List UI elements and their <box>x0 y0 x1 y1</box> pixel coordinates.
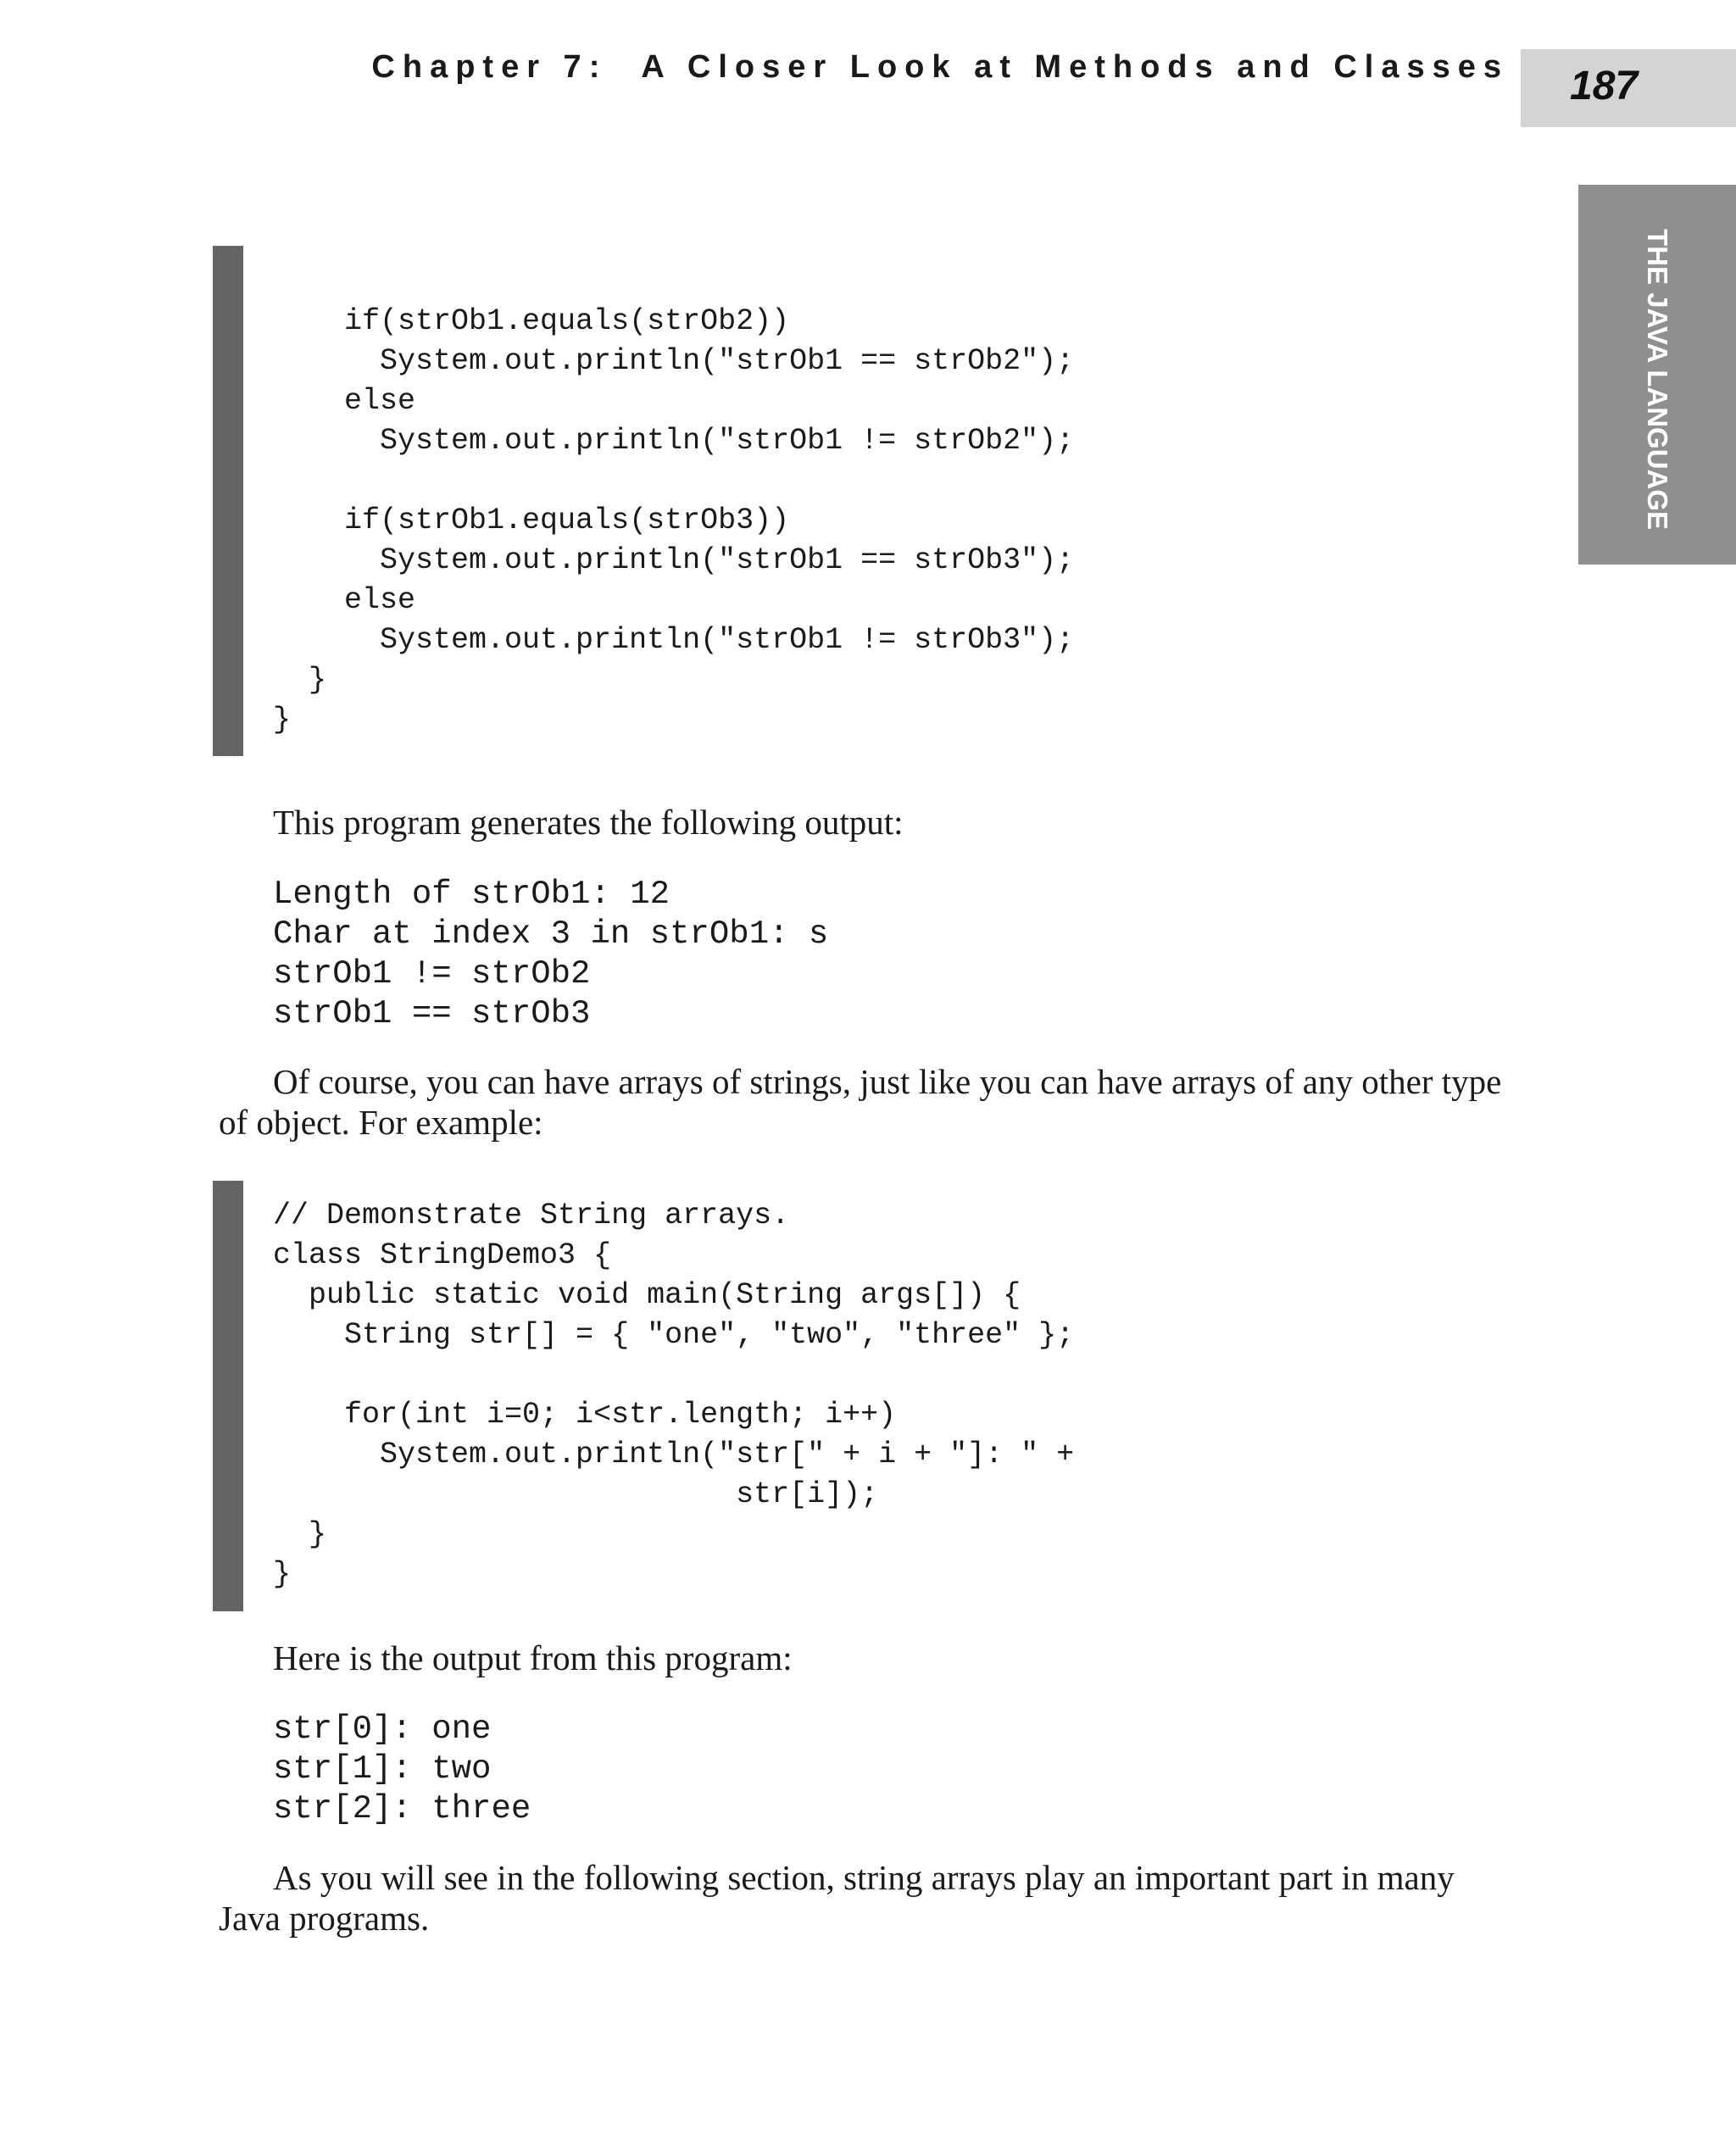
side-tab-label: THE JAVA LANGUAGE <box>1642 229 1673 531</box>
chapter-label: Chapter 7: <box>371 49 608 85</box>
code-line: // Demonstrate String arrays. <box>273 1199 790 1232</box>
output-block-2 <box>273 1710 531 1829</box>
output-line: str[2]: three <box>273 1790 531 1827</box>
code-line: System.out.println("strOb1 != strOb3"); <box>273 623 1075 657</box>
output-line: str[1]: two <box>273 1750 492 1788</box>
side-tab <box>1578 185 1736 565</box>
paragraph-arrays: Of course, you can have arrays of strings, just like you can have arrays of any other type of object. For example: <box>219 1062 1502 1142</box>
code-line: System.out.println("strOb1 == strOb3"); <box>273 543 1075 577</box>
page-number: 187 <box>1570 64 1639 108</box>
paragraph-output-intro: This program generates the following output: <box>273 803 904 842</box>
code-line: if(strOb1.equals(strOb2)) <box>273 304 790 338</box>
code-line: } <box>273 703 292 737</box>
code-line: String str[] = { "one", "two", "three" }; <box>273 1318 1075 1352</box>
paragraph-output-intro-2: Here is the output from this program: <box>273 1638 793 1677</box>
code-line: } <box>273 663 327 697</box>
code-line: } <box>273 1557 292 1591</box>
code-line: System.out.println("strOb1 == strOb2"); <box>273 344 1075 378</box>
code-line <box>273 461 1074 501</box>
output-line: str[0]: one <box>273 1710 492 1748</box>
code-line: System.out.println("strOb1 != strOb2"); <box>273 424 1075 458</box>
output-line: strOb1 != strOb2 <box>273 955 591 993</box>
code-line: for(int i=0; i<str.length; i++) <box>273 1398 897 1432</box>
output-block-1 <box>273 875 828 1034</box>
code-line: System.out.println("str[" + i + "]: " + <box>273 1438 1075 1471</box>
output-line: strOb1 == strOb3 <box>273 995 591 1032</box>
code-line: } <box>273 1517 327 1551</box>
code-line: if(strOb1.equals(strOb3)) <box>273 503 790 537</box>
chapter-title: A Closer Look at Methods and Classes <box>641 49 1509 85</box>
paragraph-closing: As you will see in the following section, string arrays play an important part in many Java programs. <box>219 1858 1455 1938</box>
code-block-2 <box>273 1196 1074 1594</box>
code-line: public static void main(String args[]) { <box>273 1278 1021 1312</box>
code-block-1-bar <box>213 246 243 756</box>
code-block-1 <box>273 302 1074 740</box>
code-line: class StringDemo3 { <box>273 1238 612 1272</box>
output-line: Char at index 3 in strOb1: s <box>273 915 829 953</box>
running-head <box>0 49 1509 86</box>
code-line: str[i]); <box>273 1477 879 1511</box>
code-line: else <box>273 384 416 418</box>
code-line: else <box>273 583 416 617</box>
code-line <box>273 1355 1074 1395</box>
code-block-2-bar <box>213 1181 243 1611</box>
output-line: Length of strOb1: 12 <box>273 876 670 913</box>
